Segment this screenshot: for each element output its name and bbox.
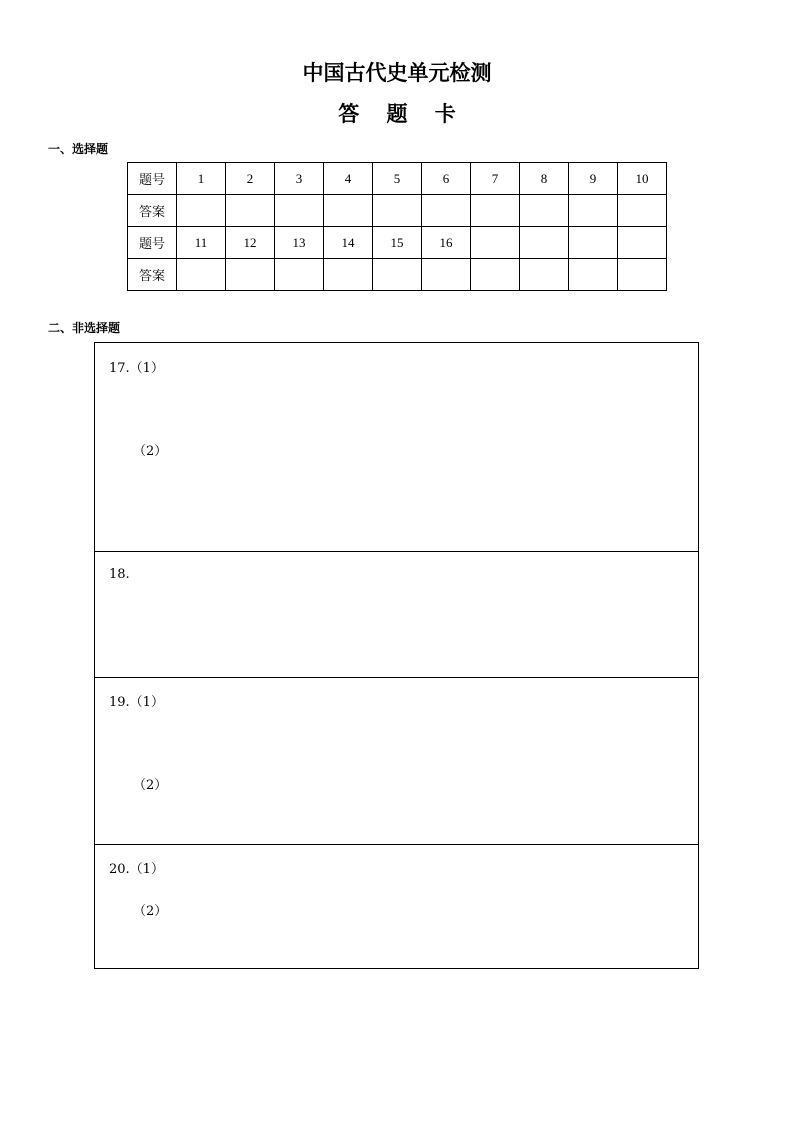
question-number-cell: 14 bbox=[324, 227, 373, 259]
row-label-answer: 答案 bbox=[128, 259, 177, 291]
question-number-cell: 15 bbox=[373, 227, 422, 259]
empty-cell bbox=[471, 227, 520, 259]
sub-question-label: （2） bbox=[133, 904, 168, 919]
question-number-cell: 4 bbox=[324, 163, 373, 195]
question-number-cell: 6 bbox=[422, 163, 471, 195]
answer-cell[interactable] bbox=[422, 259, 471, 291]
section-heading-multiple-choice: 一、选择题 bbox=[48, 142, 109, 156]
answer-cell[interactable] bbox=[618, 195, 667, 227]
answer-box-q18[interactable] bbox=[95, 551, 698, 677]
answer-cell[interactable] bbox=[618, 259, 667, 291]
answer-cell[interactable] bbox=[275, 195, 324, 227]
question-number-row-2 bbox=[128, 227, 667, 259]
page-subtitle: 答 题 卡 bbox=[338, 102, 466, 126]
answer-cell[interactable] bbox=[373, 195, 422, 227]
question-number-cell: 12 bbox=[226, 227, 275, 259]
question-number-cell: 3 bbox=[275, 163, 324, 195]
question-number-cell: 5 bbox=[373, 163, 422, 195]
question-number-cell: 7 bbox=[471, 163, 520, 195]
question-label: 20.（1） bbox=[109, 862, 164, 877]
answer-box-q19[interactable] bbox=[95, 677, 698, 844]
question-number-cell: 10 bbox=[618, 163, 667, 195]
row-label-number: 题号 bbox=[128, 227, 177, 259]
question-label: 17.（1） bbox=[109, 361, 164, 376]
page-title: 中国古代史单元检测 bbox=[302, 61, 492, 85]
answer-cell[interactable] bbox=[324, 195, 373, 227]
question-number-cell: 9 bbox=[569, 163, 618, 195]
answer-cell[interactable] bbox=[471, 259, 520, 291]
question-number-cell: 2 bbox=[226, 163, 275, 195]
question-number-row-1 bbox=[128, 163, 667, 195]
written-answer-area bbox=[94, 342, 699, 969]
answer-cell[interactable] bbox=[324, 259, 373, 291]
answer-cell[interactable] bbox=[177, 259, 226, 291]
empty-cell bbox=[618, 227, 667, 259]
answer-cell[interactable] bbox=[422, 195, 471, 227]
answer-cell[interactable] bbox=[177, 195, 226, 227]
question-label: 19.（1） bbox=[109, 695, 164, 710]
answer-box-q20[interactable] bbox=[95, 844, 698, 968]
answer-box-q17[interactable] bbox=[95, 343, 698, 551]
answer-cell[interactable] bbox=[520, 259, 569, 291]
answer-cell[interactable] bbox=[471, 195, 520, 227]
sub-question-label: （2） bbox=[133, 778, 168, 793]
row-label-number: 题号 bbox=[128, 163, 177, 195]
answer-cell[interactable] bbox=[373, 259, 422, 291]
empty-cell bbox=[569, 227, 618, 259]
answer-cell[interactable] bbox=[520, 195, 569, 227]
question-number-cell: 11 bbox=[177, 227, 226, 259]
section-heading-non-multiple-choice: 二、非选择题 bbox=[48, 321, 121, 335]
answer-row-1 bbox=[128, 195, 667, 227]
question-label: 18. bbox=[109, 567, 130, 582]
question-number-cell: 16 bbox=[422, 227, 471, 259]
empty-cell bbox=[520, 227, 569, 259]
answer-cell[interactable] bbox=[569, 259, 618, 291]
answer-cell[interactable] bbox=[275, 259, 324, 291]
sub-question-label: （2） bbox=[133, 444, 168, 459]
answer-row-2 bbox=[128, 259, 667, 291]
answer-cell[interactable] bbox=[569, 195, 618, 227]
multiple-choice-answer-grid bbox=[127, 162, 667, 291]
answer-cell[interactable] bbox=[226, 195, 275, 227]
question-number-cell: 13 bbox=[275, 227, 324, 259]
question-number-cell: 8 bbox=[520, 163, 569, 195]
row-label-answer: 答案 bbox=[128, 195, 177, 227]
answer-cell[interactable] bbox=[226, 259, 275, 291]
question-number-cell: 1 bbox=[177, 163, 226, 195]
